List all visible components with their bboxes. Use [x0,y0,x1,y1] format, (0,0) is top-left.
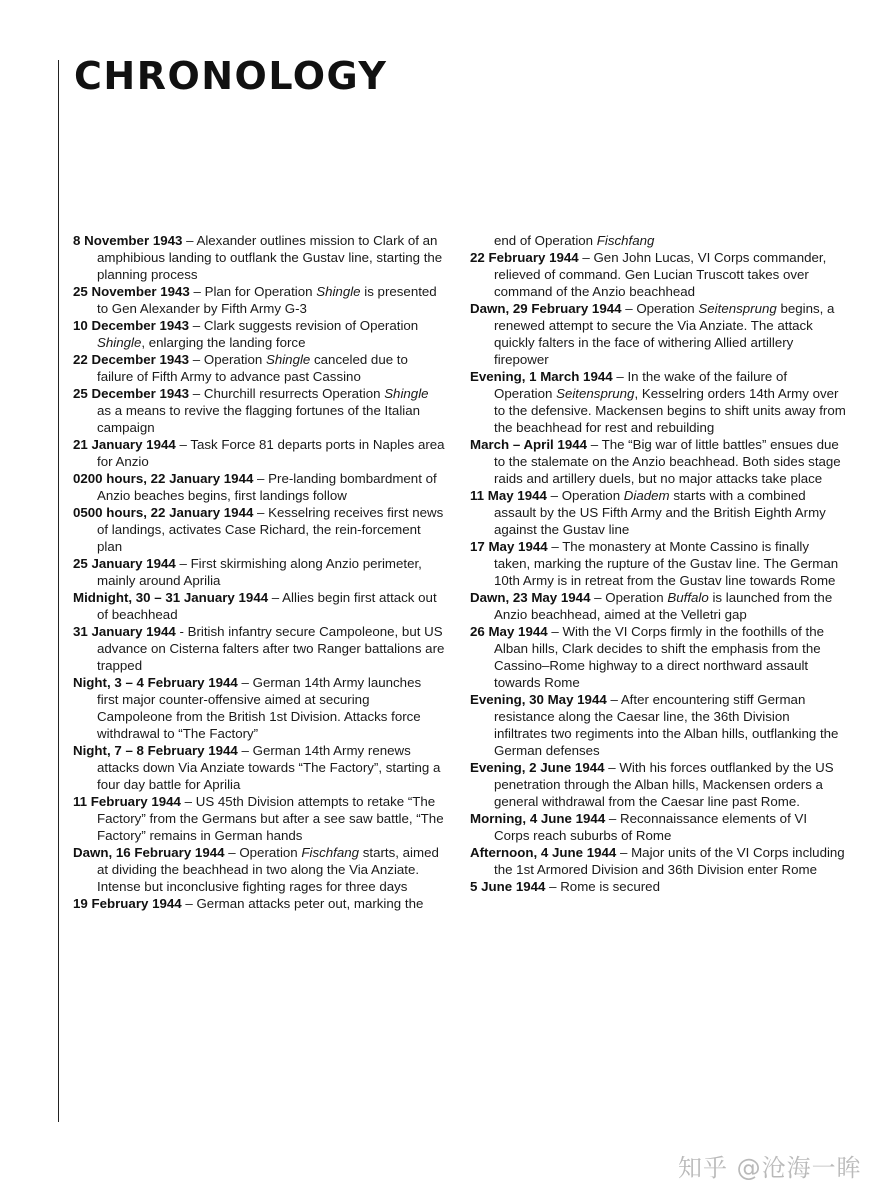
entry-separator: – [605,811,621,826]
chronology-entry [73,232,445,283]
entry-text: canceled due to failure of Fifth Army to advance past Cassino [97,352,408,384]
entry-date: 22 February 1944 [470,250,579,265]
chronology-entry [73,317,445,351]
entry-separator: – [546,488,562,503]
entry-separator: – [590,590,606,605]
entry-separator: – [180,794,196,809]
entry-date: 5 June 1944 [470,879,546,894]
entry-text: German 14th Army launches first major counter-offensive aimed at securing Campoleone from the British 1st Division. Attacks force withdrawal to “The Factory” [97,675,422,741]
entry-text: , Kesselring orders 14th Army over to the defensive. Mackensen begins to shift units away from the beachhead for rest and rebuilding [494,386,846,435]
entry-text: is presented to Gen Alexander by Fifth Army G-3 [97,284,437,316]
entry-separator: – [189,352,204,367]
entry-date: Dawn, 16 February 1944 [73,845,225,860]
entry-date: Evening, 1 March 1944 [470,369,613,384]
entry-text: Task Force 81 departs ports in Naples area for Anzio [97,437,445,469]
chronology-entry [73,742,445,793]
entry-separator: – [616,845,632,860]
entry-separator: – [547,539,563,554]
entry-separator: – [578,250,594,265]
entry-separator: – [189,284,205,299]
chronology-entry [73,674,445,742]
entry-text: German 14th Army renews attacks down Via Anziate towards “The Factory”, starting a four day battle for Aprilia [97,743,441,792]
entry-date: 11 February 1944 [73,794,181,809]
entry-text: Operation [636,301,699,316]
operation-name: Shingle [384,386,429,401]
chronology-entry [73,895,445,912]
chronology-entry [470,538,846,589]
operation-name: Shingle [265,352,311,367]
chronology-entry [73,351,445,385]
entry-text: In the wake of the failure of Operation [494,369,788,401]
entry-text: With the VI Corps firmly in the foothills of the Alban hills, Clark decides to shift the emphasis from the Cassino–Rome highway to a direct northward assault towards Rome [494,624,825,690]
entry-date: 25 December 1943 [73,386,190,401]
chronology-entry [470,249,846,300]
chronology-left-column [73,232,445,912]
entry-date: 26 May 1944 [470,624,548,639]
entry-date: Dawn, 29 February 1944 [470,301,622,316]
entry-separator: – [604,760,620,775]
entry-text: Reconnaissance elements of VI Corps reach suburbs of Rome [494,811,808,843]
entry-text: starts, aimed at dividing the beachhead in two along the Via Anziate. Intense but inconclusive fighting rages for three days [97,845,439,894]
entry-date: Dawn, 23 May 1944 [470,590,591,605]
entry-text: First skirmishing along Anzio perimeter, mainly around Aprilia [97,556,422,588]
operation-name: Seitensprung [556,386,635,401]
entry-separator: – [545,879,561,894]
entry-date: Evening, 30 May 1944 [470,692,607,707]
entry-date: Midnight, 30 – 31 January 1944 [73,590,269,605]
entry-date: 31 January 1944 [73,624,176,639]
chronology-entry [73,623,445,674]
chronology-entry [470,810,846,844]
entry-date: Morning, 4 June 1944 [470,811,606,826]
entry-date: Afternoon, 4 June 1944 [470,845,617,860]
entry-date: 17 May 1944 [470,539,548,554]
chronology-entry [73,793,445,844]
entry-text: Kesselring receives first news of landings, activates Case Richard, the rein-forcement plan [97,505,444,554]
entry-separator: – [253,505,269,520]
entry-separator: – [224,845,240,860]
entry-date: 25 January 1944 [73,556,176,571]
entry-separator: – [253,471,269,486]
entry-text: Pre-landing bombardment of Anzio beaches begins, first landings follow [97,471,437,503]
entry-text: is launched from the Anzio beachhead, aimed at the Velletri gap [494,590,833,622]
entry-text: Operation [561,488,624,503]
entry-text: US 45th Division attempts to retake “The Factory” from the Germans but after a see saw battle, “The Factory” remains in German hands [97,794,444,843]
chronology-entry [73,555,445,589]
entry-text: Allies begin first attack out of beachhead [97,590,437,622]
entry-text: Operation [203,352,266,367]
operation-name: Buffalo [667,590,709,605]
entry-date: 10 December 1943 [73,318,190,333]
entry-separator: – [606,692,621,707]
chronology-entry [73,470,445,504]
entry-text: Major units of the VI Corps including the 1st Armored Division and 36th Division enter Rome [494,845,845,877]
entry-separator: – [181,896,197,911]
entry-separator: – [175,437,191,452]
chronology-entry [470,759,846,810]
watermark: 知乎 @沧海一眸 [678,1154,862,1182]
entry-text: Plan for Operation [204,284,317,299]
entry-date: Evening, 2 June 1944 [470,760,605,775]
entry-text: German attacks peter out, marking the [196,896,424,911]
entry-text: Churchill resurrects Operation [203,386,385,401]
entry-separator: – [621,301,637,316]
chronology-entry [470,368,846,436]
entry-separator: – [182,233,197,248]
entry-separator: – [547,624,563,639]
chronology-right-column [470,232,846,895]
entry-text: , enlarging the landing force [141,335,306,350]
chronology-entry [470,232,846,249]
entry-text: as a means to revive the flagging fortunes of the Italian campaign [97,403,421,435]
entry-text: starts with a combined assault by the US Fifth Army and the British Eighth Army against the Gustav line [494,488,826,537]
entry-text: Operation [239,845,302,860]
entry-text: end of Operation [494,233,597,248]
page-title: CHRONOLOGY [74,54,388,98]
entry-date: Night, 3 – 4 February 1944 [73,675,238,690]
chronology-entry [470,436,846,487]
chronology-entry [470,589,846,623]
operation-name: Seitensprung [698,301,777,316]
chronology-entry [73,589,445,623]
chronology-entry [470,300,846,368]
entry-text: With his forces outflanked by the US penetration through the Alban hills, Mackensen orders a general withdrawal from the Caesar line past Rome. [494,760,834,809]
entry-date: 22 December 1943 [73,352,190,367]
chronology-entry [73,436,445,470]
entry-date: 11 May 1944 [470,488,547,503]
entry-date: 0200 hours, 22 January 1944 [73,471,254,486]
chronology-entry [73,385,445,436]
entry-separator: – [237,675,253,690]
entry-separator: – [612,369,628,384]
entry-date: 19 February 1944 [73,896,182,911]
entry-text: Clark suggests revision of Operation [203,318,419,333]
entry-date: 25 November 1943 [73,284,190,299]
chronology-entry [470,844,846,878]
operation-name: Shingle [316,284,361,299]
entry-separator: – [175,556,191,571]
chronology-entry [73,283,445,317]
chronology-entry [73,504,445,555]
entry-text: Alexander outlines mission to Clark of an amphibious landing to outflank the Gustav line, starting the planning process [97,233,443,282]
chronology-entry [470,623,846,691]
entry-text: The “Big war of little battles” ensues due to the stalemate on the Anzio beachhead. Both sides stage raids and artillery duels, but no major attacks take place [494,437,841,486]
entry-text: The monastery at Monte Cassino is finally taken, marking the rupture of the Gustav line. The German 10th Army is in retreat from the Gustav line towards Rome [494,539,839,588]
operation-name: Fischfang [301,845,360,860]
entry-date: March – April 1944 [470,437,588,452]
entry-text: Operation [605,590,668,605]
chronology-entry [73,844,445,895]
entry-separator: – [587,437,602,452]
entry-separator: – [189,386,204,401]
entry-separator: – [189,318,204,333]
chronology-entry [470,691,846,759]
operation-name: Diadem [623,488,670,503]
entry-text: Gen John Lucas, VI Corps commander, relieved of command. Gen Lucian Truscott takes over command of the Anzio beachhead [494,250,827,299]
entry-date: 21 January 1944 [73,437,176,452]
entry-text: begins, a renewed attempt to secure the Via Anziate. The attack quickly falters in the face of withering Allied artillery firepower [494,301,835,367]
operation-name: Shingle [97,335,142,350]
entry-text: British infantry secure Campoleone, but US advance on Cisterna falters after two Ranger battalions are trapped [97,624,445,673]
entry-date: 0500 hours, 22 January 1944 [73,505,254,520]
chronology-entry [470,878,846,895]
entry-date: Night, 7 – 8 February 1944 [73,743,238,758]
operation-name: Fischfang [596,233,655,248]
entry-separator: – [268,590,283,605]
entry-separator: - [175,624,188,639]
vertical-rule [58,60,59,1122]
entry-separator: – [237,743,253,758]
entry-text: After encountering stiff German resistance along the Caesar line, the 36th Division infiltrates two regiments into the Alban hills, outflanking the German defenses [494,692,839,758]
entry-date: 8 November 1943 [73,233,183,248]
chronology-entry [470,487,846,538]
entry-text: Rome is secured [560,879,660,894]
